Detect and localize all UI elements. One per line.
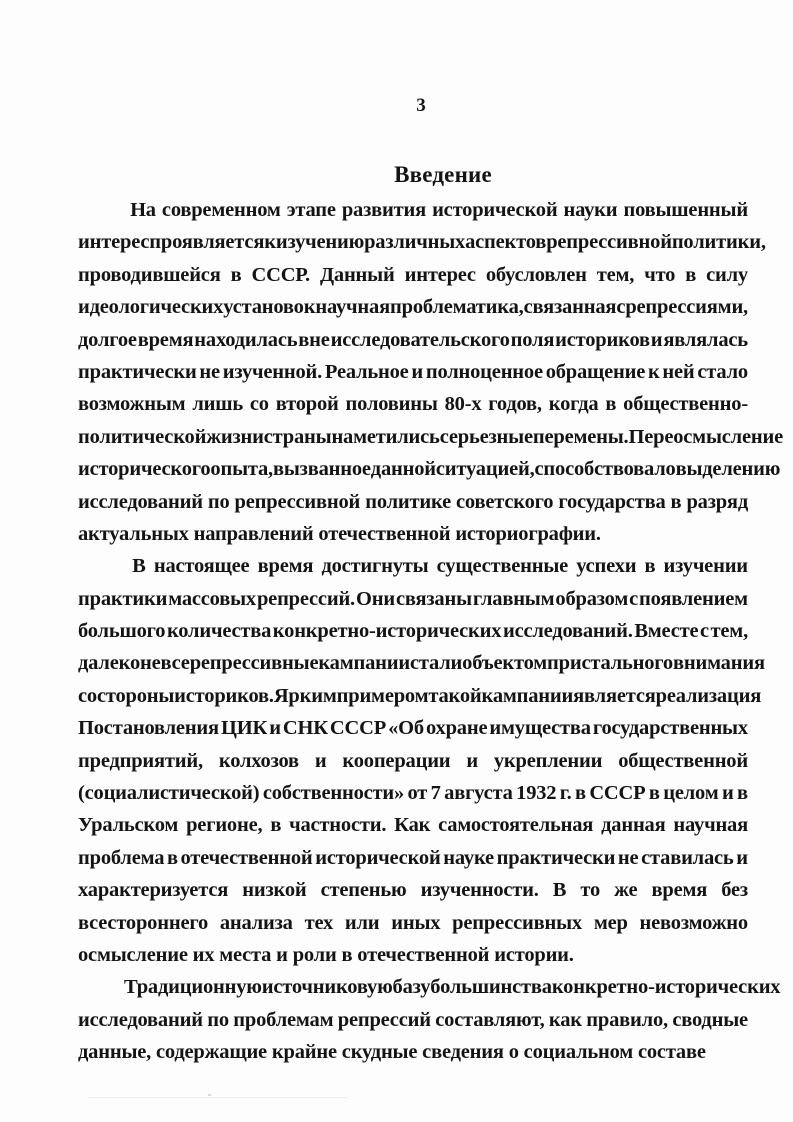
text-line: далеко не все репрессивные кампании стали объектом пристального внимания [78, 652, 765, 675]
text-line: практики массовых репрессий. Они связаны главным образом с появлением [78, 587, 748, 610]
text-line: политической жизни страны наметились серьезные перемены. Переосмысление [78, 425, 783, 448]
body-text [78, 194, 783, 1069]
text-line: долгое время находилась вне исследовательского поля историков и являлась [78, 328, 748, 351]
text-line: Уральском регионе, в частности. Как самостоятельная данная научная [78, 814, 748, 837]
text-line: исследований по репрессивной политике советского государства в разряд [78, 490, 748, 513]
text-line: В настоящее время достигнуты существенные успехи в изучении [132, 555, 748, 578]
text-line: идеологических установок научная проблематика, связанная с репрессиями, [78, 296, 748, 319]
text-line: предприятий, колхозов и кооперации и укреплении общественной [78, 749, 748, 772]
scan-artifact-speck [208, 1094, 211, 1096]
text-line: исследований по проблемам репрессий составляют, как правило, сводные [78, 1008, 748, 1031]
text-line: всестороннего анализа тех или иных репрессивных мер невозможно [78, 911, 748, 934]
paragraph [78, 971, 781, 1068]
text-line: На современном этапе развития исторической науки повышенный [130, 199, 748, 221]
text-line: практически не изученной. Реальное и полноценное обращение к ней стало [78, 360, 748, 383]
paragraph [78, 194, 783, 550]
text-line: исторического опыта, вызванное данной ситуацией, способствовало выделению [78, 458, 781, 481]
scan-artifact-line [88, 1097, 348, 1098]
text-line: интерес проявляется к изучению различных аспектов репрессивной политики, [78, 231, 766, 254]
page-number: 3 [416, 95, 426, 116]
section-heading: Введение [394, 162, 492, 187]
text-line: Постановления ЦИК и СНК СССР «Об охране имущества государственных [78, 717, 748, 740]
text-line: актуальных направлений отечественной историографии. [78, 522, 601, 545]
text-line: Традиционную источниковую базу большинства конкретно-исторических [124, 976, 781, 999]
text-line: возможным лишь со второй половины 80-х годов, когда в общественно- [78, 393, 748, 416]
text-line: со стороны историков. Ярким примером такой кампании является реализация [78, 684, 762, 707]
paragraph [78, 550, 765, 971]
text-line: (социалистической) собственности» от 7 августа 1932 г. в СССР в целом и в [78, 782, 748, 805]
text-line: характеризуется низкой степенью изученности. В то же время без [78, 879, 748, 902]
text-line: проводившейся в СССР. Данный интерес обусловлен тем, что в силу [78, 263, 748, 286]
text-line: проблема в отечественной исторической науке практически не ставилась и [78, 846, 748, 869]
text-line: большого количества конкретно-исторических исследований. Вместе с тем, [78, 620, 748, 643]
text-line: данные, содержащие крайне скудные сведения о социальном составе [78, 1041, 706, 1064]
text-line: осмысление их места и роли в отечественной истории. [78, 943, 574, 966]
